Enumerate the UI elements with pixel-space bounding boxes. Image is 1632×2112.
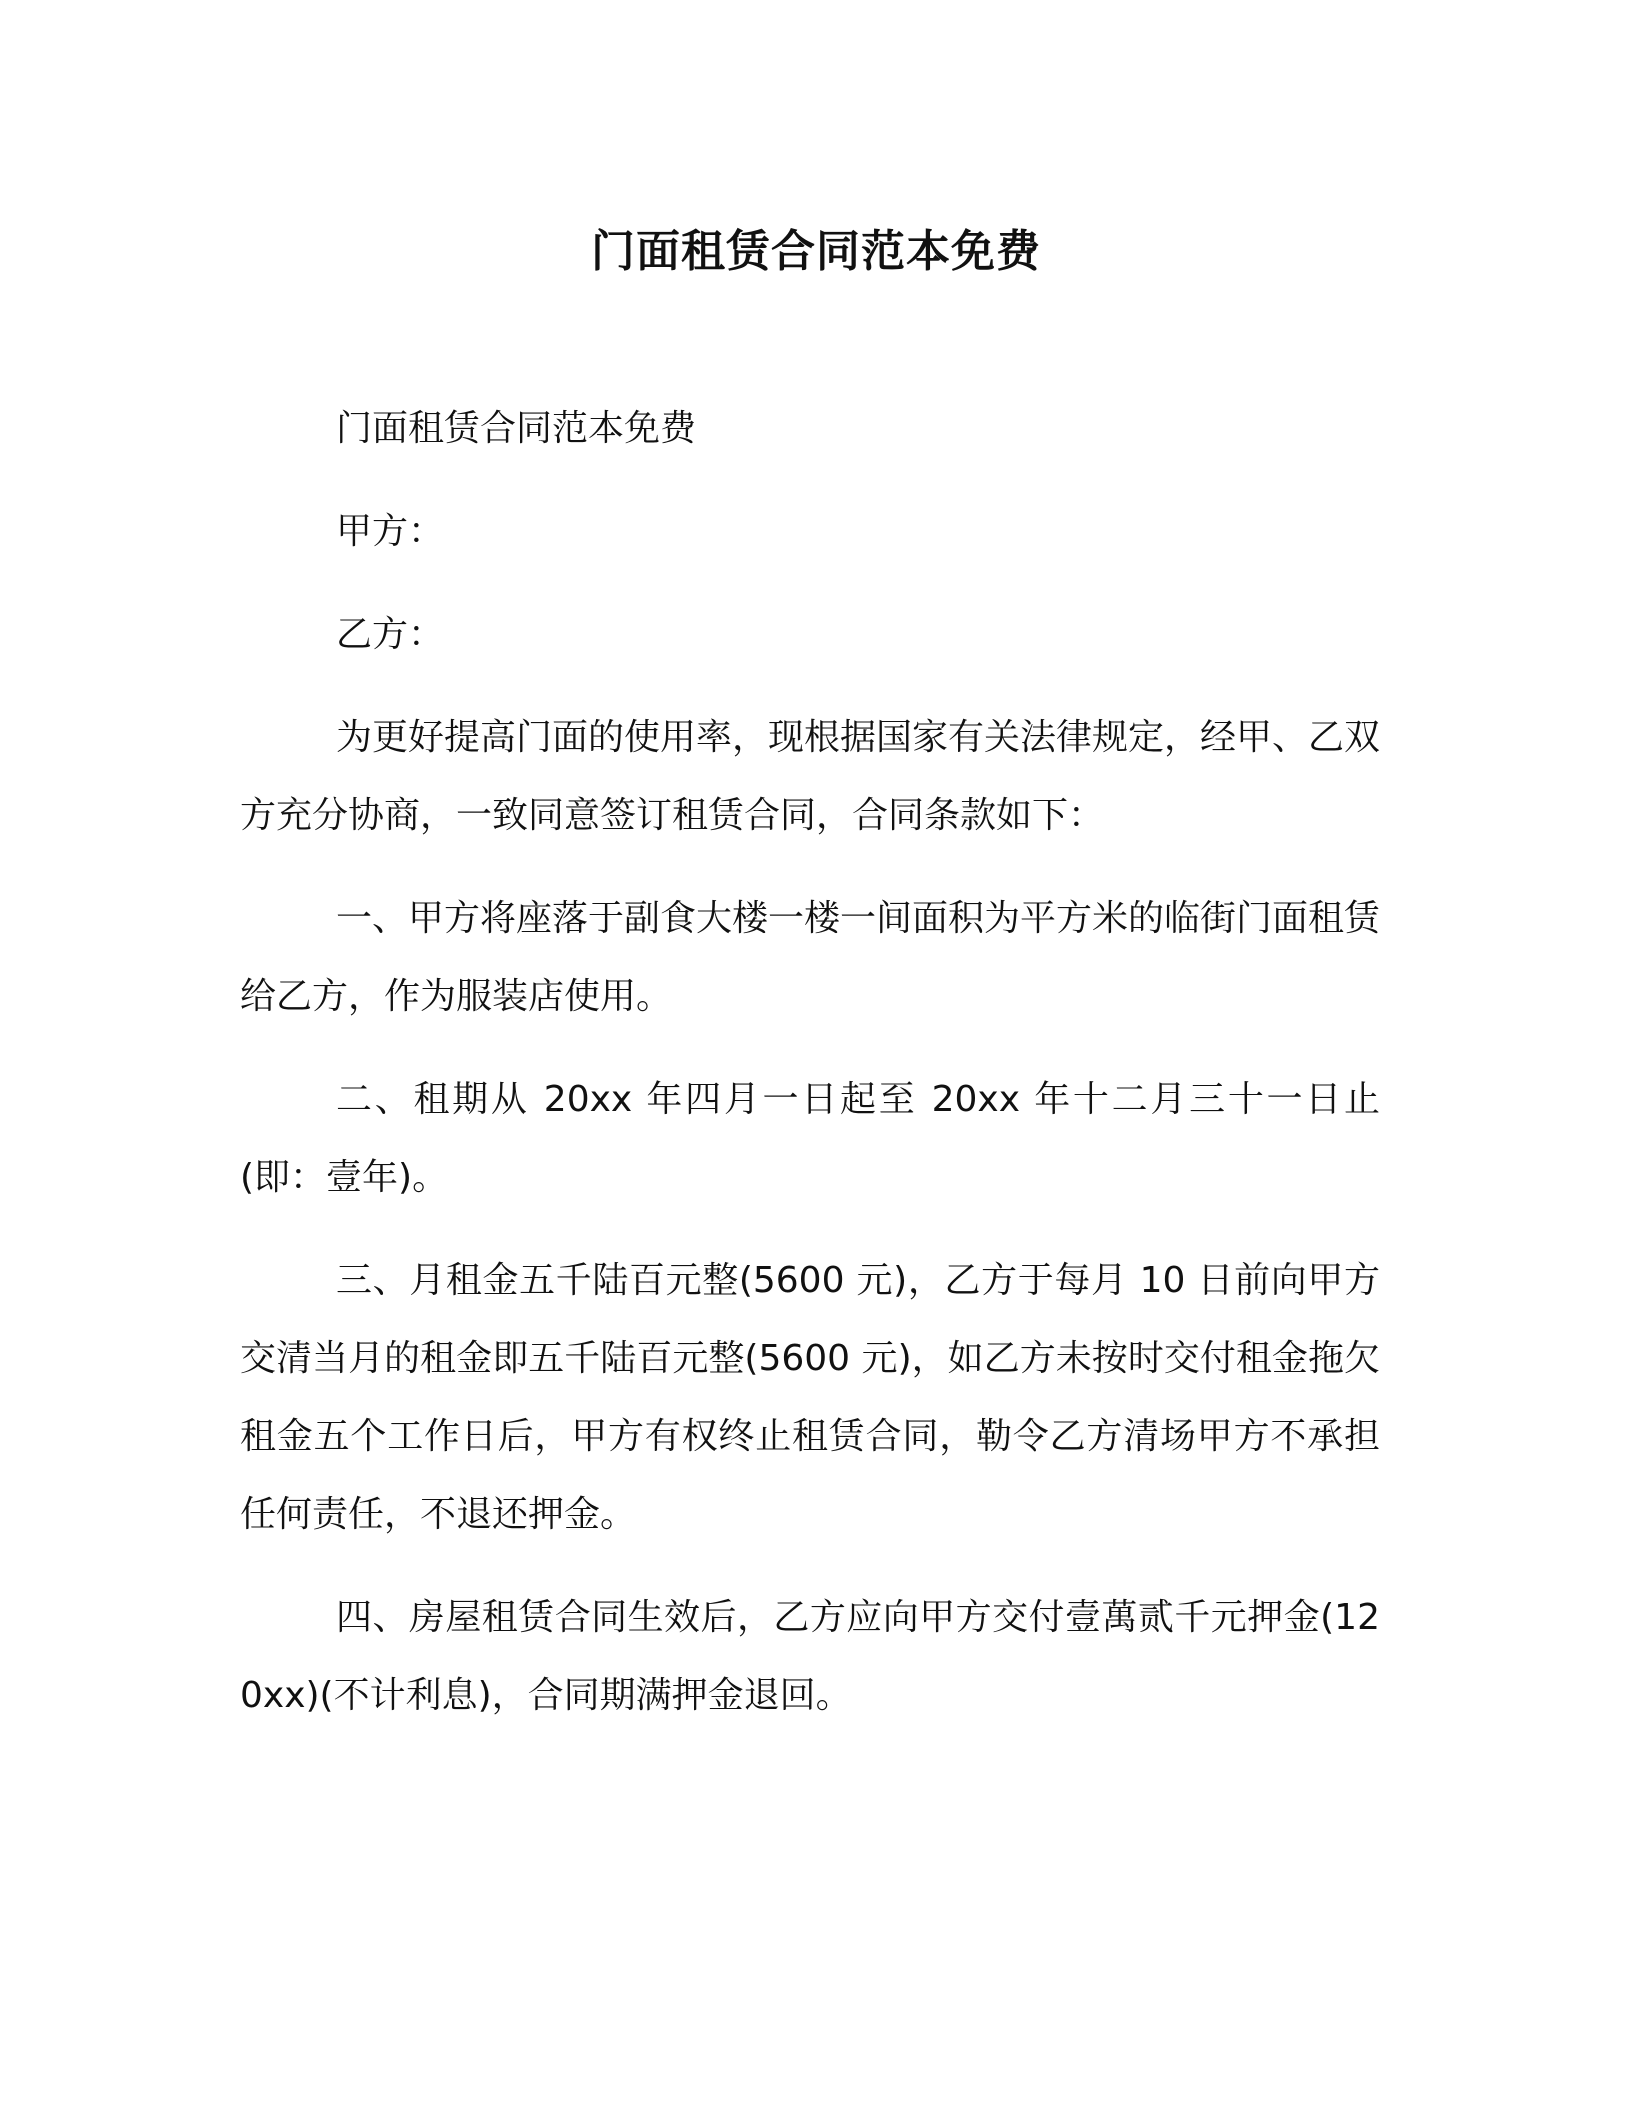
paragraph-clause-1: 一、甲方将座落于副食大楼一楼一间面积为平方米的临街门面租赁给乙方，作为服装店使用。 bbox=[240, 898, 1381, 1017]
paragraph-clause-3: 三、月租金五千陆百元整(5600 元)，乙方于每月 10 日前向甲方交清当月的租金即五千陆百元整(5600 元)，如乙方未按时交付租金拖欠租金五个工作日后，甲方有权终止租赁合同，勒令乙方清场甲方不承担任何责任，不退还押金。 bbox=[240, 1260, 1380, 1535]
document-body bbox=[240, 390, 1380, 1735]
paragraph-party-b: 乙方： bbox=[336, 614, 445, 655]
paragraph-clause-2: 二、租期从 20xx 年四月一日起至 20xx 年十二月三十一日止(即：壹年)。 bbox=[240, 1079, 1380, 1198]
document-title: 门面租赁合同范本免费 bbox=[591, 226, 1041, 277]
paragraph-party-a: 甲方： bbox=[336, 511, 445, 552]
paragraph-subtitle: 门面租赁合同范本免费 bbox=[336, 408, 697, 449]
paragraph-clause-4: 四、房屋租赁合同生效后，乙方应向甲方交付壹萬贰千元押金(120xx)(不计利息)，合同期满押金退回。 bbox=[240, 1597, 1380, 1716]
paragraph-preamble: 为更好提高门面的使用率，现根据国家有关法律规定，经甲、乙双方充分协商，一致同意签订租赁合同，合同条款如下： bbox=[240, 717, 1381, 836]
